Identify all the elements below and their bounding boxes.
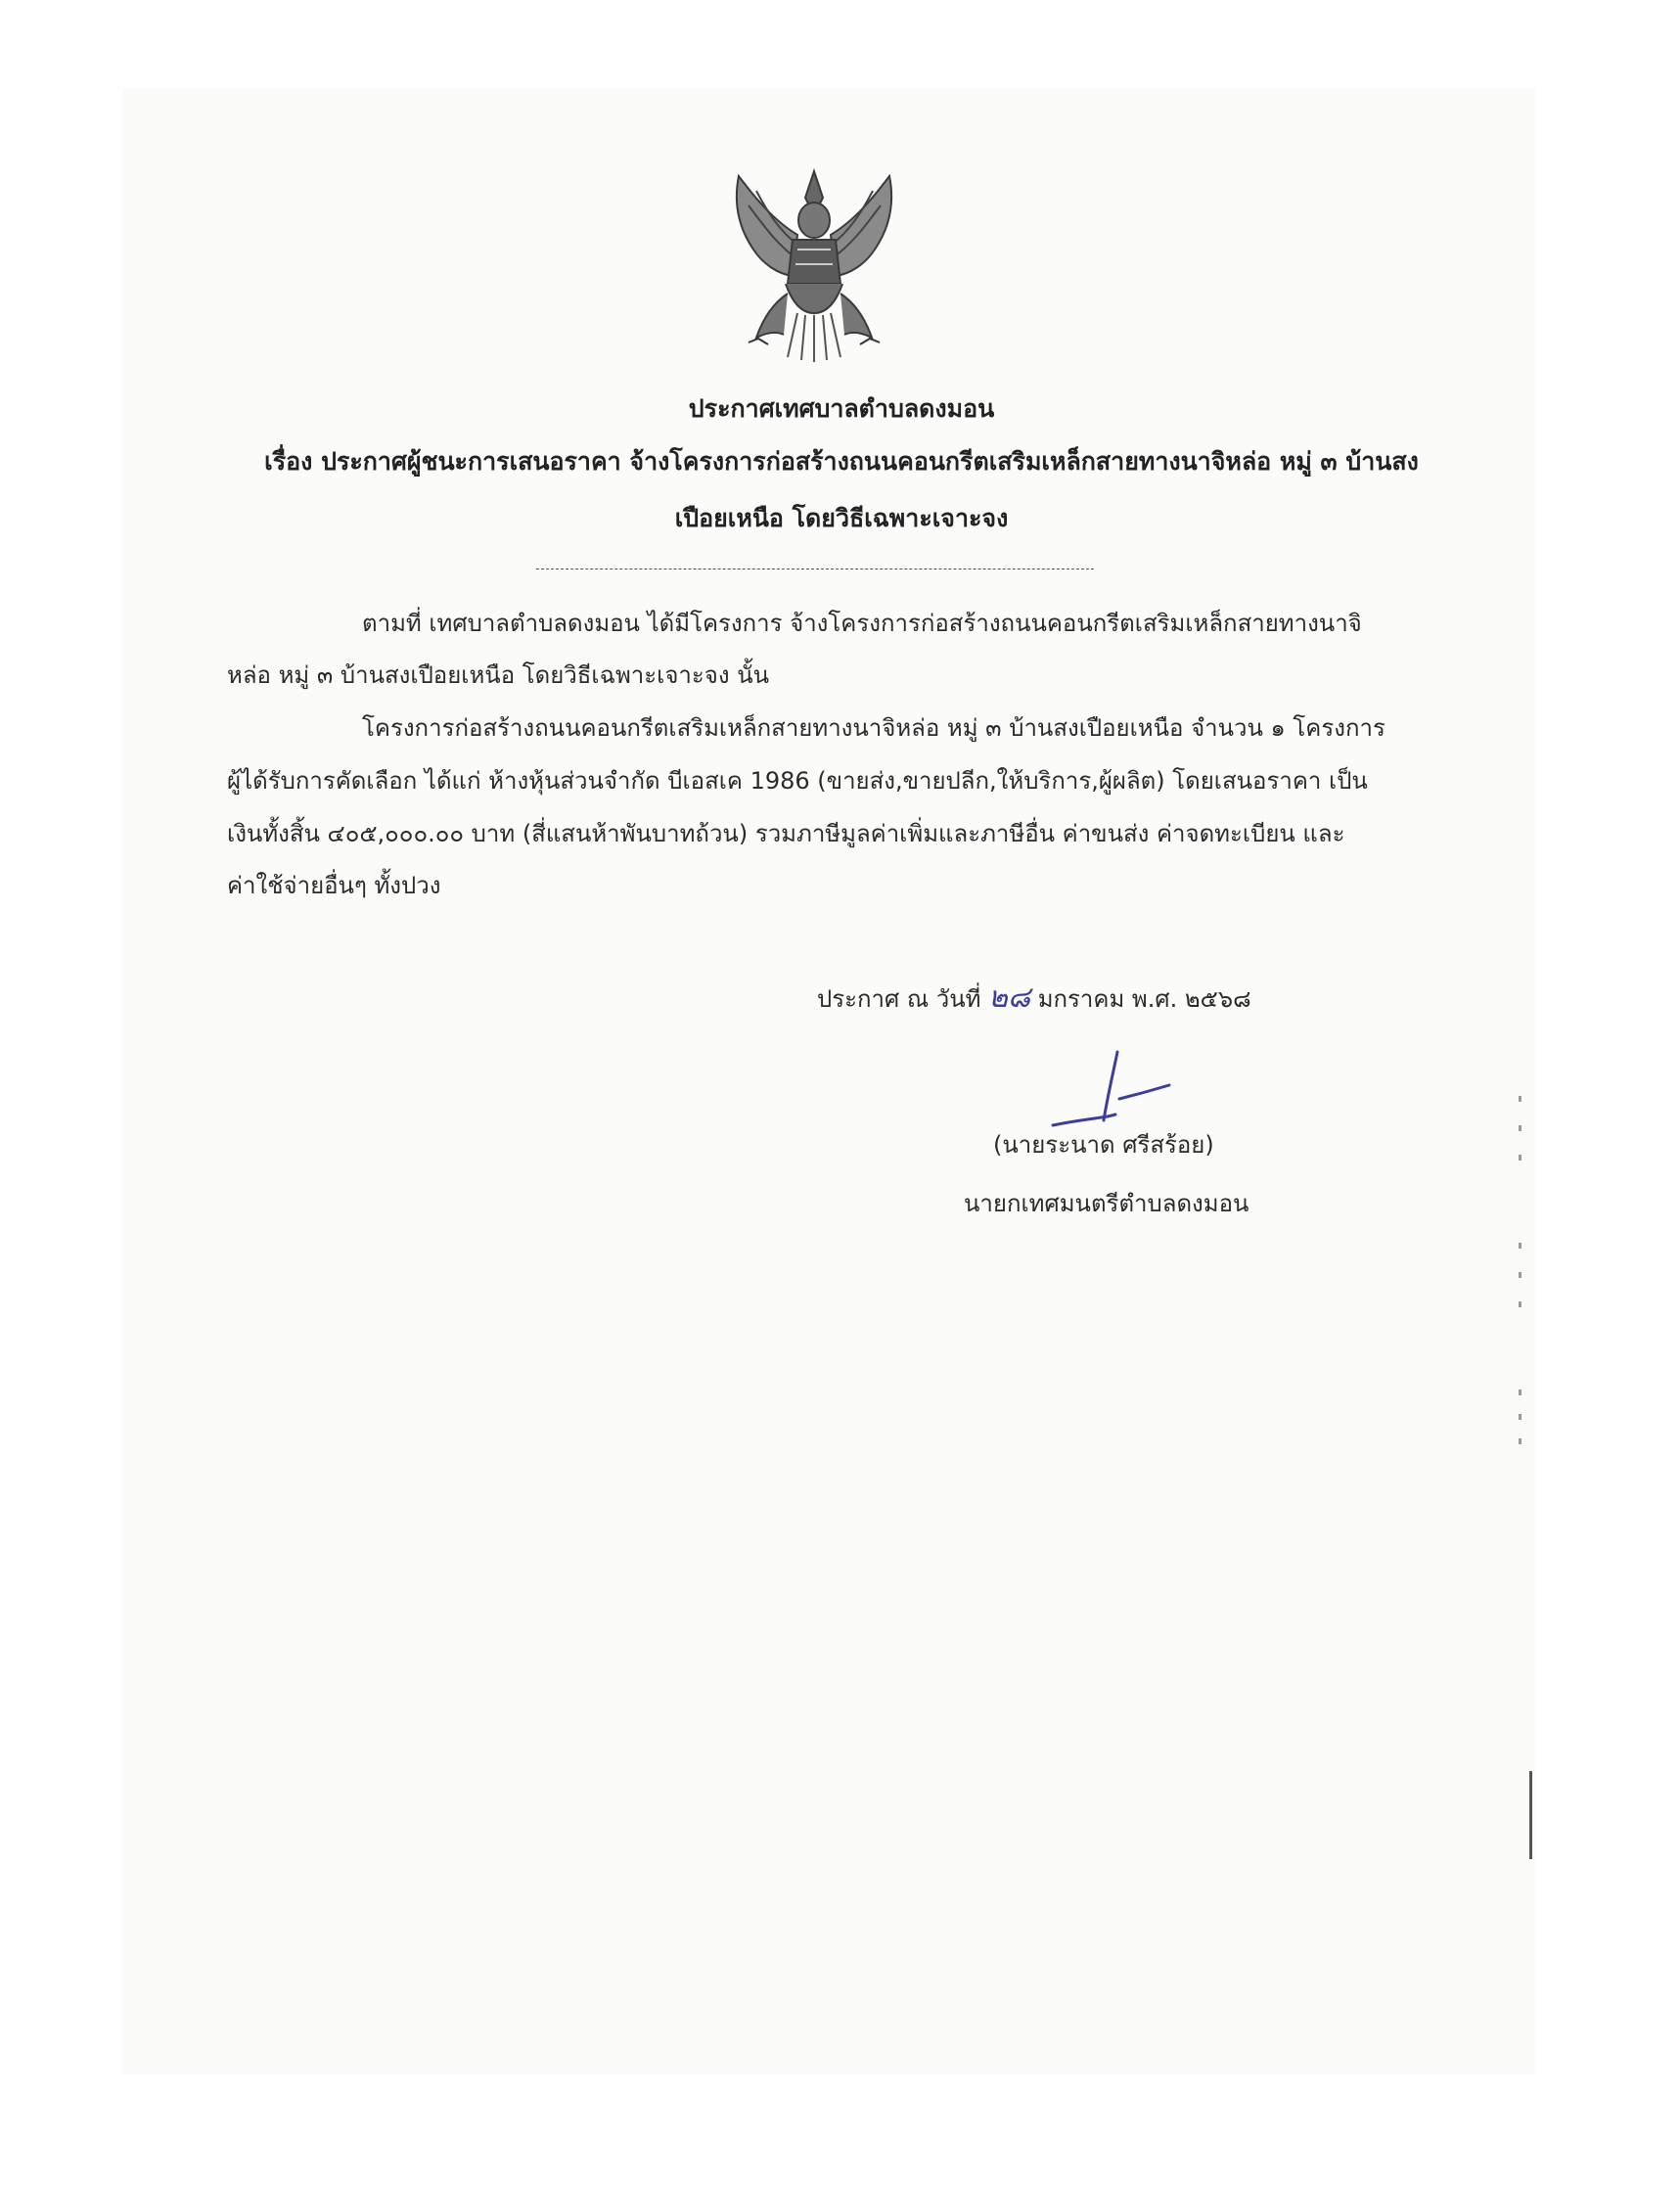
announcement-date: [817, 975, 1251, 1021]
subject-line-1: เรื่อง ประกาศผู้ชนะการเสนอราคา จ้างโครงการก่อสร้างถนนคอนกรีตเสริมเหล็กสายทางนาจิหล่อ หมู่ ๓ บ้านสง: [264, 447, 1419, 476]
subject-line-2: เปือยเหนือ โดยวิธีเฉพาะเจาะจง: [674, 504, 1009, 532]
signatory-position: นายกเทศมนตรีตำบลดงมอน: [964, 1190, 1249, 1217]
scan-edge-dots: [1519, 1096, 1522, 1448]
garuda-emblem-icon: [719, 166, 910, 367]
announcement-suffix: มกราคม พ.ศ. ๒๕๖๘: [1037, 985, 1251, 1013]
signatory-name: (นายระนาด ศรีสร้อย): [993, 1131, 1214, 1159]
scan-edge-mark: [1529, 1771, 1532, 1859]
paragraph-1-line-1: ตามที่ เทศบาลตำบลดงมอน ได้มีโครงการ จ้างโครงการก่อสร้างถนนคอนกรีตเสริมเหล็กสายทางนาจิ: [362, 610, 1362, 637]
paragraph-2-line-4: ค่าใช้จ่ายอื่นๆ ทั้งปวง: [227, 872, 441, 899]
paragraph-1-line-2: หล่อ หมู่ ๓ บ้านสงเปือยเหนือ โดยวิธีเฉพาะเจาะจง นั้น: [227, 661, 770, 689]
handwritten-day: ๒๘: [988, 980, 1031, 1015]
paragraph-2-line-3: เงินทั้งสิ้น ๔๐๕,๐๐๐.๐๐ บาท (สี่แสนห้าพันบาทถ้วน) รวมภาษีมูลค่าเพิ่มและภาษีอื่น ค่าขนส่ง ค่าจดทะเบียน และ: [227, 820, 1345, 847]
announcement-prefix: ประกาศ ณ วันที่: [817, 985, 981, 1013]
paragraph-2-line-1: โครงการก่อสร้างถนนคอนกรีตเสริมเหล็กสายทางนาจิหล่อ หมู่ ๓ บ้านสงเปือยเหนือ จำนวน ๑ โครงการ: [362, 714, 1385, 742]
paragraph-2-line-2: ผู้ได้รับการคัดเลือก ได้แก่ ห้างหุ้นส่วนจำกัด บีเอสเค 1986 (ขายส่ง,ขายปลีก,ให้บริการ,ผู้ผลิต) โดยเสนอราคา เป็น: [227, 767, 1368, 795]
document-page: [122, 88, 1536, 2074]
document-title: ประกาศเทศบาลตำบลดงมอน: [688, 394, 995, 423]
